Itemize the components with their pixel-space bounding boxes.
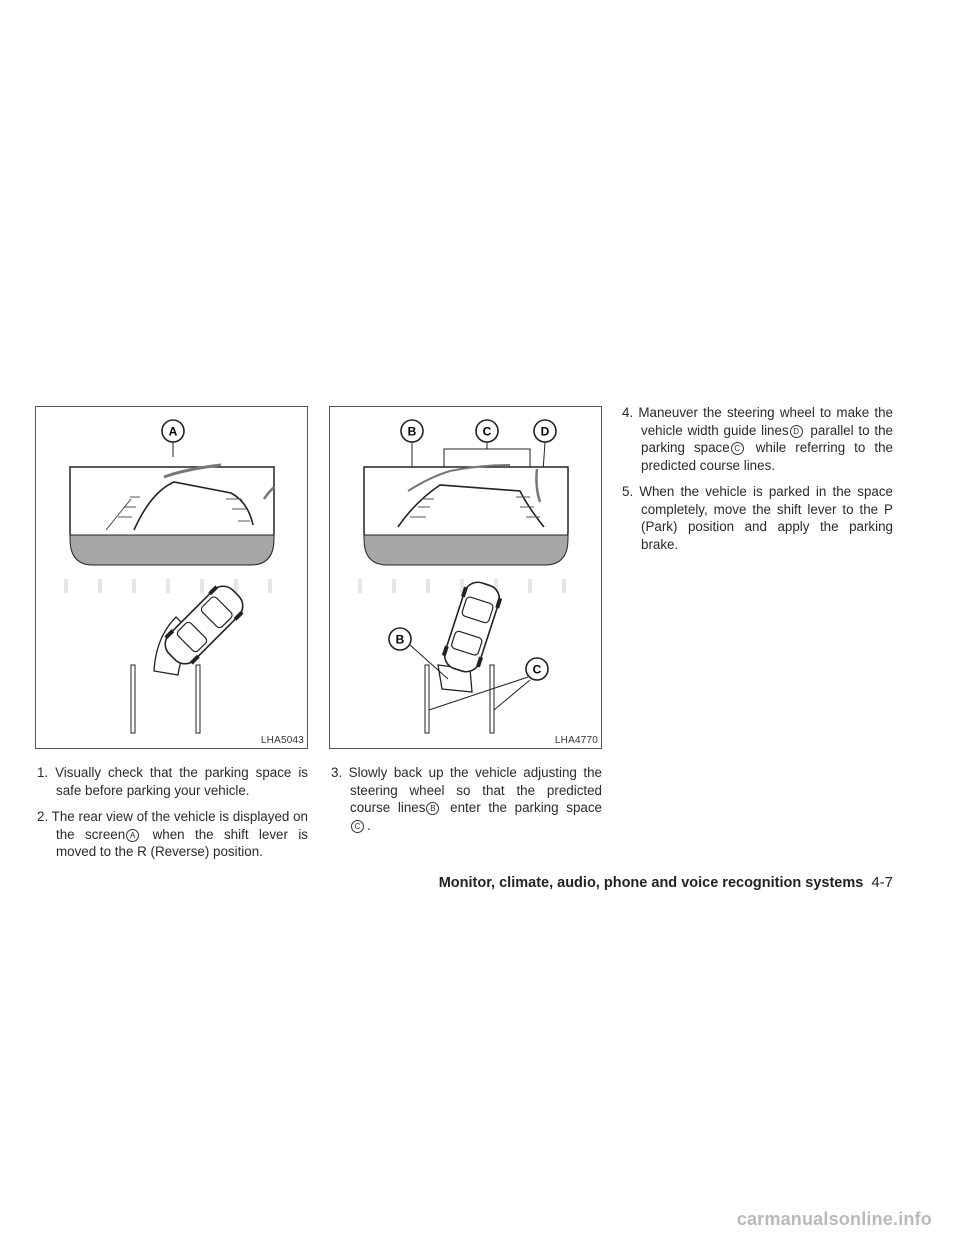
figure-code: LHA5043 (260, 735, 304, 746)
figure-lha4770 (329, 406, 602, 749)
step-3: 3. Slowly back up the vehicle adjusting the steering wheel so that the predicted course lines B enter the parking space C . (331, 765, 603, 833)
watermark: carmanualsonline.info (736, 1209, 932, 1229)
section-title: Monitor, climate, audio, phone and voice recognition systems (438, 875, 864, 891)
car-icon (439, 578, 505, 676)
page-footer (0, 874, 893, 892)
ref-d-icon: D (790, 425, 803, 438)
step-4: 4. Maneuver the steering wheel to make the vehicle width guide lines D parallel to the parking space C while referring to the predicted course lines. (622, 405, 893, 473)
rear-view-diagram-1 (36, 407, 309, 750)
ref-c-icon: C (351, 820, 364, 833)
step-5: 5. When the vehicle is parked in the space completely, move the shift lever to the P (Park) position and apply the parking brake. (622, 484, 893, 552)
rear-view-diagram-2 (330, 407, 603, 750)
ref-a-icon: A (126, 829, 139, 842)
ref-b-icon: B (426, 802, 439, 815)
callout-c2-label: C (532, 662, 542, 677)
figure-code: LHA4770 (554, 735, 598, 746)
text-column-2 (331, 764, 602, 843)
callout-d-label: D (540, 424, 550, 439)
text-column-3 (622, 404, 893, 562)
text-column-1 (37, 764, 308, 870)
figure-lha5043 (35, 406, 308, 749)
step-1: 1. Visually check that the parking space is safe before parking your vehicle. (37, 765, 308, 798)
callout-b2-label: B (395, 632, 405, 647)
callout-c-label: C (482, 424, 492, 439)
callout-b-label: B (407, 424, 417, 439)
callout-a-label: A (168, 424, 178, 439)
page-number: 4-7 (871, 874, 893, 891)
ref-c-icon: C (731, 442, 744, 455)
step-2: 2. The rear view of the vehicle is displayed on the screen A when the shift lever is moved to the R (Reverse) position. (37, 809, 309, 859)
